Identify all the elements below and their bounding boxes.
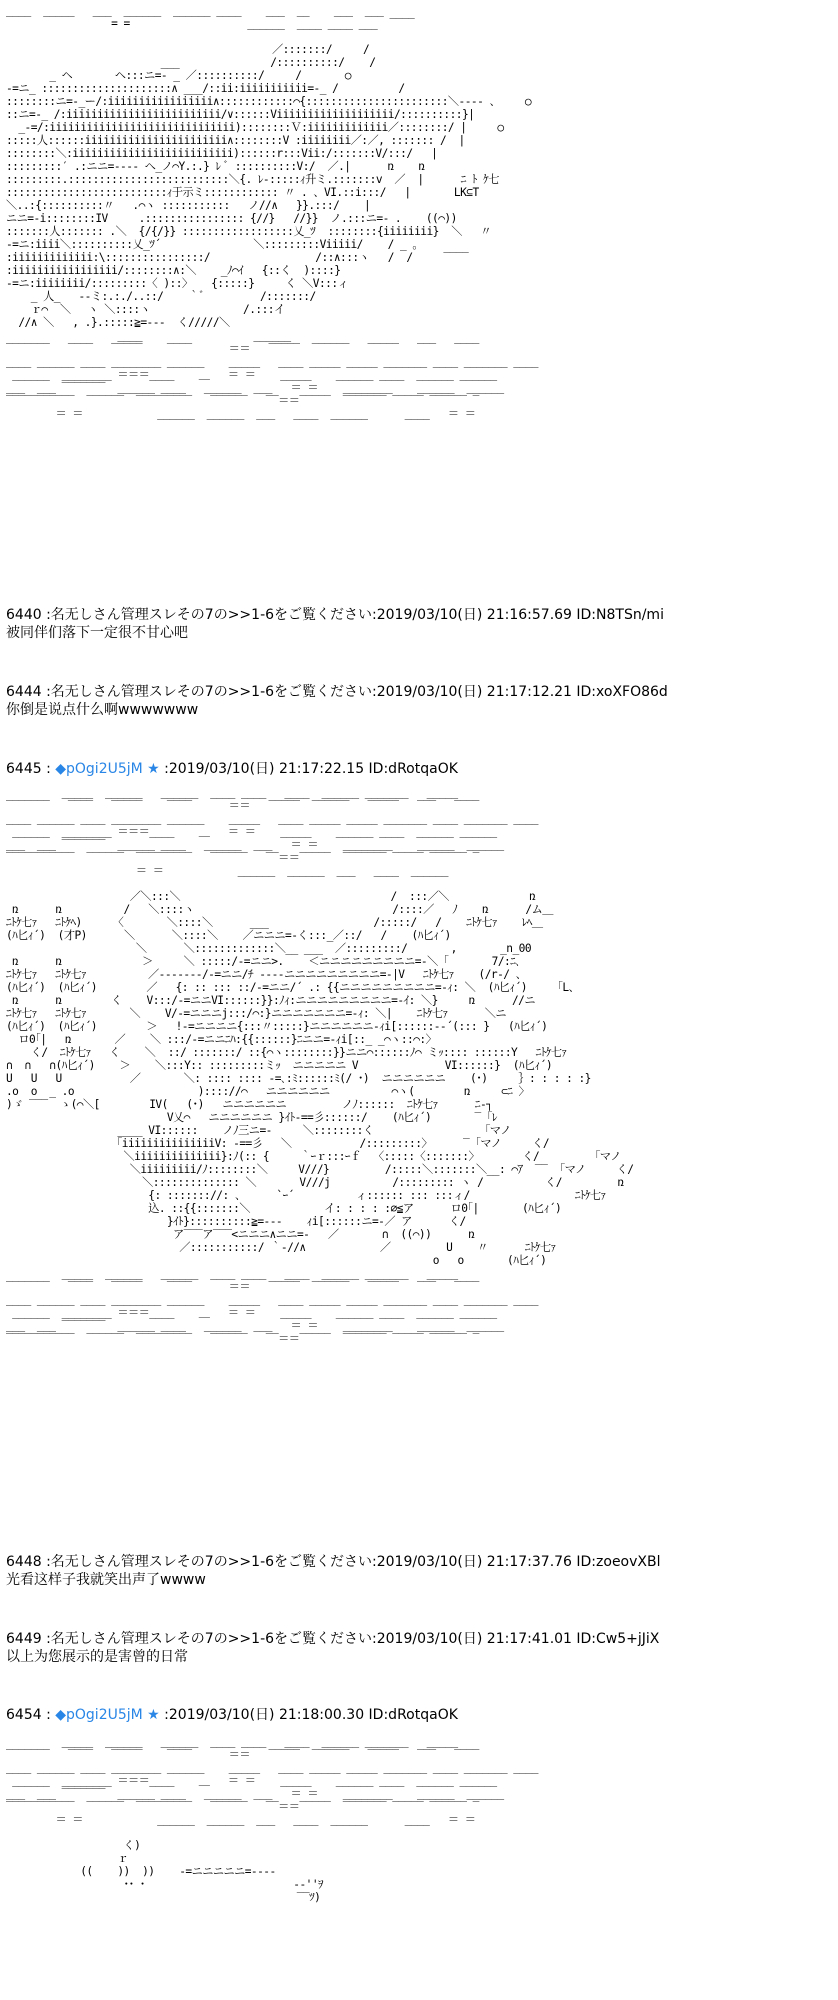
ascii-art-scene-2: _____ ______ ______ ____ ____ ____ ______ _______ _____ ‾‾‾‾‾‾‾ ‾‾‾‾ ‾‾‾‾‾ ‾‾‾‾ ＝＝ ‾‾‾‾‾ ‾‾‾‾‾‾ ‾‾‾‾‾ ‾‾‾ ‾‾‾‾ ____ ______ ____ ________ ______ _____ ____ _____ _____ _______ ____ _______ ____ ______ ________ ＝＝＝____ ＿ ＝ ＝ _____ ______ ____ ______ ______ ___ ___ ‾‾‾‾‾‾‾ ______ ____ ______ ___ ＝ ＝ ________ ______ ______ ‾‾‾‾‾‾‾‾‾‾‾ ‾‾‾‾‾‾ ‾‾‾‾‾‾‾‾‾ ‾‾‾‾‾‾ ‾‾＝＝‾‾‾‾‾ ‾‾‾‾‾‾‾ ‾‾‾‾‾ ‾‾‾‾‾‾ ‾ ＝ ＝ ______ ______ ___ ____ ______ ／＼:::＼ / :::／＼ ռ ռ ռ / ＼::::ヽ /::::／ ﾉ ռ /ム＿ ﾆﾄｹ七ｧ ﾆﾄｹﾍ) 〈 ＼::::＼ ___ /:::::/ / ﾆﾄｹ七ｧ ﾚﾍ＿ (ﾊ匕ｨ´) (才P) ＼ ＼::::＼ ／ニニニ=-く:::_／::/ / (ﾊ匕ｨ´) ＼ ＼:::::::::::::＼__ ___ ／:::::::::/ , _n_00 ռ ռ ＞ ＼ :::::/-=ニニ>. ＜ニニニニニニニニニ=-＼「 7/:ﾆ､ ﾆﾄｹ七ｧ ﾆﾄｹ七ｧ ／-------/-=ニニ/ﾁ ----ニニニニニニニニニ=-|V ﾆﾄｹ七ｧ (/r-/ 、 (ﾊ匕ｨ´) (ﾊ匕ｨ´) ／ {: :: ::: ::/-=ニニ/´ .: {{ニニニニニニニニニ=-ｨ: ＼ (ﾊ匕ｨ´) 「L、 ռ ռ く V:::/-=ニニVI::::::}}:ﾉｨ:ニニニニニニニニニ=-ｲ: ＼} ռ //ニ ﾆﾄｹ七ｧ ﾆﾄｹ七ｧ ＼ V/-=ニニニj:::/⌒:}ニニニニニニニ=-ｨ: ＼| ﾆﾄｹ七ｧ ＼ニ (ﾊ匕ｨ´) (ﾊ匕ｨ´) ＞ !-=ニニニニ{:::〃:::::}ニニニニニニ-ｨi[::::::-‐´(::: } (ﾊ匕ｨ´) ロ0｢| ռ ／ ＼ :::/-=ニニﾆﾊ:{{::::::}ﾆニニ=-ｨi[::_ _⌒ヽ::⌒:〉 く/ ﾆﾄｹ七ｧ く ＼ ::/ :::::::/ ::{⌒ヽ::::::::}}ニニ⌒::::::ﾉ⌒ ミｯ:::: ::::::Y ﾆﾄｹ七ｧ ∩ ∩ ∩(ﾊ匕ｨ´) ＞ ＼:::Y:: :::::::::ミｯ ニニニニニ V VI::::::} (ﾊ匕ｨ´) U U U ／ ＼: :::: :::: -=､:ﾐ::::::ﾐ(/ ･) ニニニニニニ (･) ｝: : : : :} .o o _ .o ):::://⌒ ニニニニニニ ⌒ヽ( ռ ⊂ﾆ 〉 )ゞ ‾‾‾ ゝ(⌒＼[ IV( (･) ニニニニニニ ノﾉ:::::: ﾆﾄｹ七ｧ ﾆ‐┐ V乂⌒ ニニニニニニ }ｲﾄ-==彡::::::/ (ﾊ匕ｨ´) ‾ ｢ﾚ ____ VI:::::: ノﾉ三ニ=- ＼::::::::く ｢マノ 「iiiiiiiiiiiiiiiV: -==彡 ＼ /:::::::::〉 ‾ ｢マノ く/ ＼iiiiiiiiiiiiii}:ﾉ(:: { ｀ｰｒ:::ｰｆ 〈:::::〈:::::::〉 く/ ｢マノ ＼iiiiiiiii/ﾉ::::::::＼ V///} /:::::＼:::::::＼__: ⌒ｱ ‾‾ ｢マノ く/ ＼:::::::::::::: ＼ V///j /::::::::: ヽ / く/ ռ {: ::::::://: 、 `ｰ´ ィ:::::: ::: :::ィ/ ﾆﾄｹ七ｧ 込. ::{{:::::::＼ イ: : : : :∅≦ア ロ0｢| (ﾊ匕ｨ´) }ｲﾄ}::::::::::≧=--- ｨi[::::::ニ=-／ ア く/ ア‾‾‾ア‾‾‾<ニニニ∧ニニ=- ／ ∩ ((⌒)) ռ ／:::::::::::/ ｀-//∧ ／ U 〃 ﾆﾄｹ七ｧ o o (ﾊ匕ｨ´) _____ ______ ______ ____ ____ ____ ______ _______ _____ ‾‾‾‾‾‾‾ ‾‾‾‾ ‾‾‾‾‾ ‾‾‾‾ ＝＝ ‾‾‾‾‾ ‾‾‾‾‾‾ ‾‾‾‾‾ ‾‾‾ ‾‾‾‾ ____ ______ ____ ________ ______ _____ ____ _____ _____ _______ ____ _______ ____ ______ ________ ＝＝＝____ ＿ ＝ ＝ _____ ______ ____ ______ ______ ___ ___ ‾‾‾‾‾‾‾ ______ ____ ______ ___ ＝ ＝ ________ ______ ______ ‾‾‾‾‾‾‾‾‾‾‾ ‾‾‾‾‾‾ ‾‾‾‾‾‾‾‾‾ ‾‾‾‾‾‾ ‾‾＝＝‾‾‾‾‾ ‾‾‾‾‾‾‾ ‾‾‾‾‾ ‾‾‾‾‾‾ ‾ — [6, 786, 634, 1345]
ascii-art-scene-3: _____ ______ ______ ____ ____ ____ ______ _______ _____ ‾‾‾‾‾‾‾ ‾‾‾‾ ‾‾‾‾‾ ‾‾‾‾ ＝＝ ‾‾‾‾‾ ‾‾‾‾‾‾ ‾‾‾‾‾ ‾‾‾ ‾‾‾‾ ____ ______ ____ ________ ______ _____ ____ _____ _____ _______ ____ _______ ____ ______ ________ ＝＝＝____ ＿ ＝ ＝ _____ ______ ____ ______ ______ ___ ___ ‾‾‾‾‾‾‾ ______ ____ ______ ___ ＝ ＝ ________ ______ ______ ‾‾‾‾‾‾‾‾‾‾‾ ‾‾‾‾‾‾ ‾‾‾‾‾‾‾‾‾ ‾‾‾‾‾‾ ‾‾＝＝‾‾‾‾‾ ‾‾‾‾‾‾‾ ‾‾‾‾‾ ‾‾‾‾‾‾ ‾ ＝ ＝ ______ ______ ___ ____ ______ ____ ＝ ＝ く) ｒ (( )) )) -=ニニニニニ=-‐-- ･･ ･ ‐‐''ｦ ‾‾ﾂ) — [6, 1735, 538, 1904]
post-header — [6, 760, 832, 778]
post-6444 — [6, 683, 832, 720]
post-body: 你倒是说点什么啊wwwwwww — [6, 702, 199, 718]
author-trip[interactable]: ◆pOgi2U5jM ★ — [55, 761, 160, 777]
author-trip[interactable]: ◆pOgi2U5jM ★ — [55, 1707, 160, 1723]
post-header: 6448 :名无しさん管理スレその7の>>1-6をご覧ください:2019/03/10(日) 21:17:37.76 ID:zoeovXBl — [6, 1554, 661, 1570]
post-6440 — [6, 606, 832, 643]
post-body: 以上为您展示的是害曾的日常 — [6, 1649, 188, 1665]
ascii-art-scene-1: ____ _____ ___ ______ ______ ____ ___ __ ___ ___ = = ______ ____ ____ ___ ‾‾‾‾ ／:::::::/ / ___ /::::::::::/ / _ ヘ ヘ:::ニ=- _ ／::::::::::/ / ○ -=ニ_ :::::::::::::::::::::∧ ___/::ii:iiiiiiiiiii=-_ / / ::::::::ニ=-_ー/:iiiiiiiiiiiiiiiii∧::::::::::::⌒{:::::::::::::::::::::::＼---- 、 ○ ::ニ=-_ /:iiiiiiiiiiiiiiiiiiiiiiiii/∨::::::Viiiiiiiiiiiiiiiiiii/::::::::::}| _-=/:iiiiiiiiiiiiiiiiiiiiiiiiiiiiii)::::::::Ｖ:iiiiiiiiiiiii／::::::::/ | ○ :::::人::::::iiiiiiiiiiiiiiiiiiiiiii∧::::::::V :iiiiiiii／:／, ::::::: / | ::::::::＼:iiiiiiiiiiiiiiiiiiiiiiiiii)::::::r:::Vii:/:::::::V/:::/ | :::::::::′ .:ニニ=---- へ_ノ⌒Y.:.} ﾚ ﾞ ::::::::::V:/ ／.| ռ ռ :::::::::.::::::::::::::::::::::::::＼{. ﾚ-:::::ｨ升ミ.:::::::v ／ | ﾆ ﾄ ｹ七 ::::::::::::::::::::::::::ｨ于示ミ:::::::::::: 〃 . 、VI.::i:::/ | LK⊆T ＼..:{::::::::::〃 .⌒ヽ ::::::::::: ノ//∧ }}.:::/ | ニニ=-i::::::::IV .:::::::::::::::: {//} //}} ノ.:::ニ=- . ((⌒)) :::::::人::::::: .＼ {/{/}} ::::::::::::::::::乂_ﾂ ::::::::{iiiiiiii} ＼ 〃 -=ニ:iiii＼::::::::::乂_ﾂ´ ＼:::::::::Viiiii/ / _ ｡ :iiiiiiiiiiiii:\::::::::::::::::/ /::∧:::ヽ / / ‾‾‾‾ :iiiiiiiiiiiiiiiii/::::::::∧:＼ _ﾉ⌒ｲ {::く )::::} -=ニ:iiiiiiii/:::::::::〈 )::〉 {:::::} く ＼V:::ィ _ 人_ --ミ:.:./..::/ ｀ﾞ /:::::::/ ｒ⌒ ＼ ヽ ＼::::ヽ /.:::イ //∧ ＼ ‚ .}.:::::≧=--- く/////＼ ____ ______ ‾‾‾‾‾‾‾ ‾‾‾‾ ‾‾‾‾‾ ‾‾‾‾ ＝＝ ‾‾‾‾‾ ‾‾‾‾‾‾ ‾‾‾‾‾ ‾‾‾ ‾‾‾‾ ____ ______ ____ ________ ______ _____ ____ _____ _____ _______ ____ _______ ____ ______ ________ ＝＝＝____ ＿ ＝ ＝ _____ ______ ____ ______ ______ ___ ___ ‾‾‾‾‾‾‾ ______ ____ ______ ___ ＝ ＝ ________ ______ ______ ‾‾‾‾‾‾‾‾‾‾‾ ‾‾‾‾‾‾ ‾‾‾‾‾‾‾‾‾ ‾‾‾‾‾‾ ‾‾＝＝‾‾‾‾‾ ‾‾‾‾‾‾‾ ‾‾‾‾‾ ‾‾‾‾‾‾ ‾ ＝ ＝ ______ ______ ___ ____ ______ ____ ＝ ＝ — [6, 4, 538, 420]
post-6445 — [6, 760, 832, 778]
post-body: 光看这样子我就笑出声了wwww — [6, 1572, 206, 1588]
post-header: 6440 :名无しさん管理スレその7の>>1-6をご覧ください:2019/03/10(日) 21:16:57.69 ID:N8TSn/mi — [6, 607, 664, 623]
post-header: 6444 :名无しさん管理スレその7の>>1-6をご覧ください:2019/03/10(日) 21:17:12.21 ID:xoXFO86d — [6, 684, 668, 700]
post-6454 — [6, 1706, 832, 1724]
post-number: 6445 : — [6, 761, 56, 777]
post-number: 6454 : — [6, 1707, 56, 1723]
post-meta: :2019/03/10(日) 21:18:00.30 ID:dRotqaOK — [159, 1707, 458, 1723]
post-header — [6, 1706, 832, 1724]
post-6449 — [6, 1630, 832, 1667]
post-6448 — [6, 1553, 832, 1590]
post-meta: :2019/03/10(日) 21:17:22.15 ID:dRotqaOK — [159, 761, 458, 777]
post-header: 6449 :名无しさん管理スレその7の>>1-6をご覧ください:2019/03/10(日) 21:17:41.01 ID:Cw5+jJiX — [6, 1631, 660, 1647]
post-body: 被同伴们落下一定很不甘心吧 — [6, 625, 188, 641]
